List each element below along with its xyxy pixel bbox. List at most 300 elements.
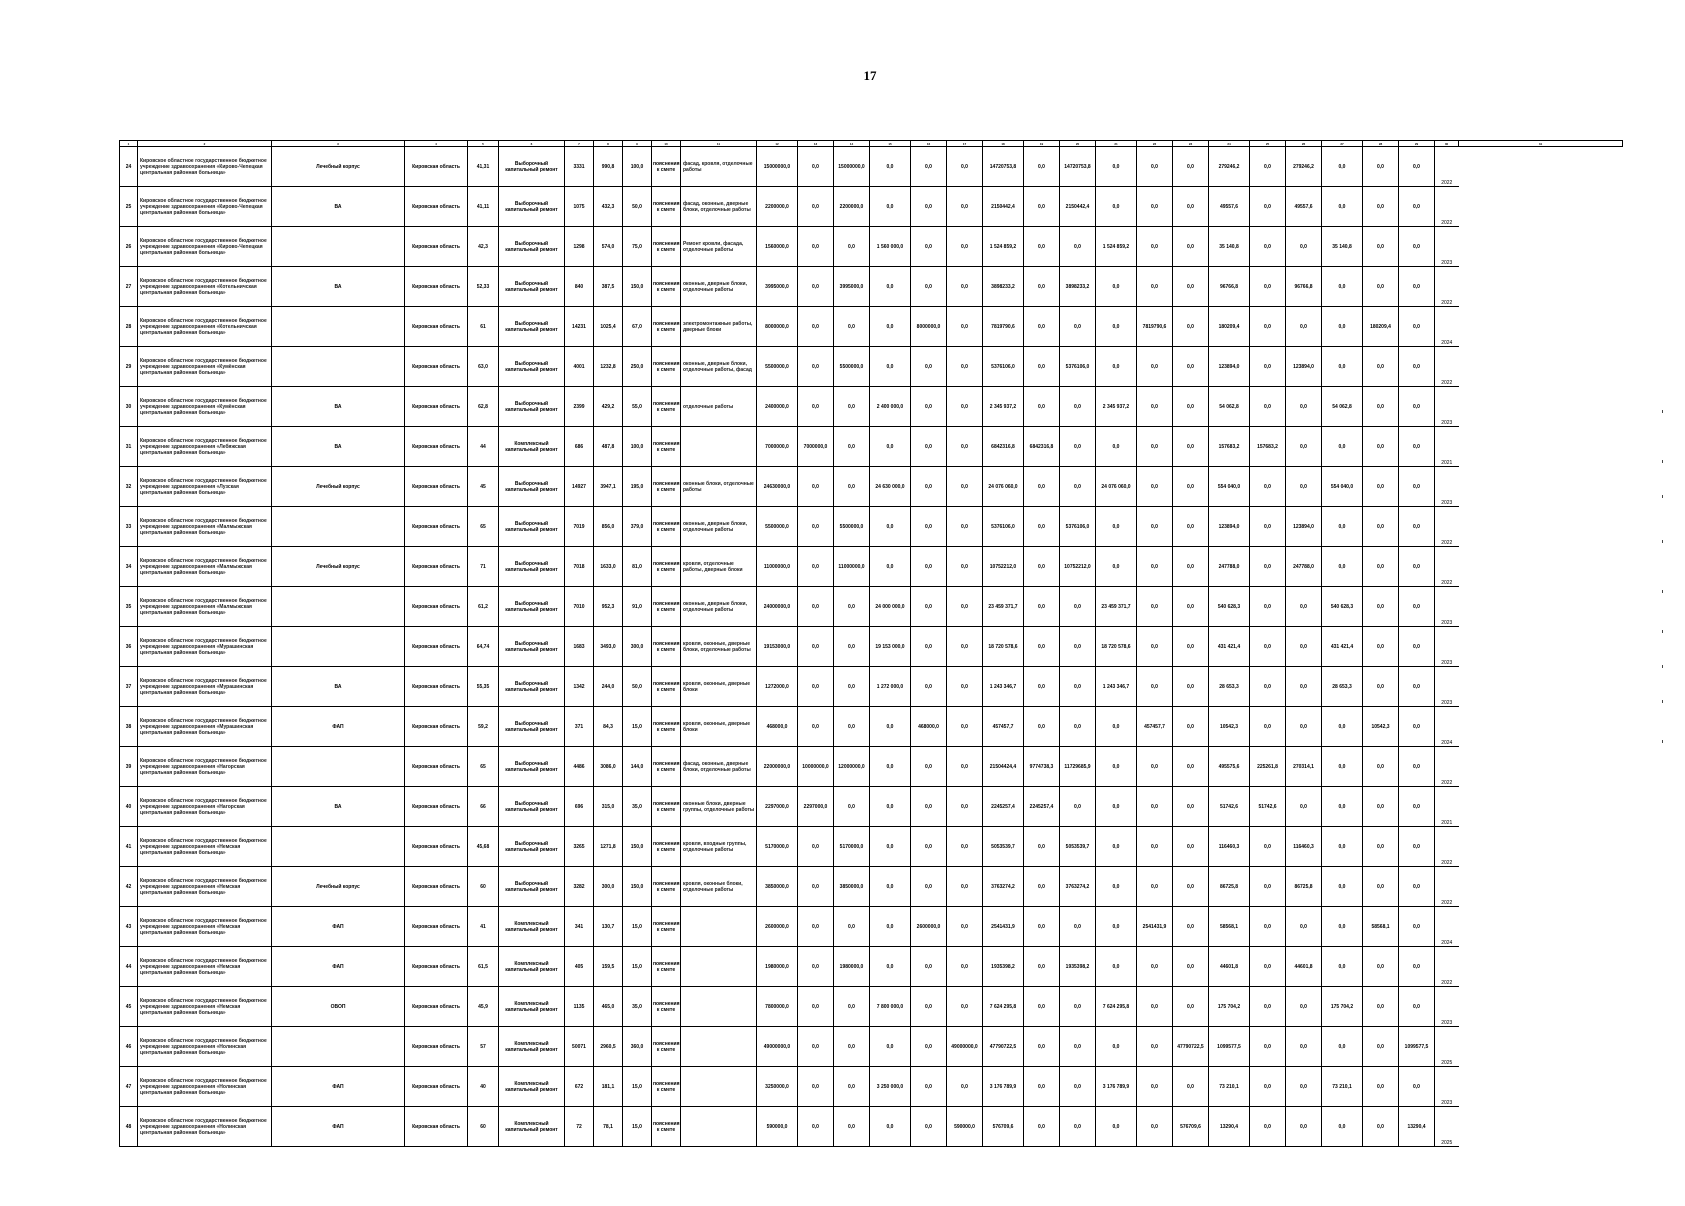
note-cell: пояснения к смете bbox=[652, 987, 681, 1027]
amount-cell: 0,0 bbox=[1250, 227, 1286, 267]
amount-cell: 0,0 bbox=[1096, 947, 1137, 987]
object-cell: ФАП bbox=[272, 707, 405, 747]
column-number: 15 bbox=[870, 141, 911, 147]
amount-cell: 0,0 bbox=[1363, 547, 1399, 587]
amount-cell: 279246,2 bbox=[1209, 147, 1250, 187]
row-number: 36 bbox=[120, 627, 138, 667]
amount-cell: 0,0 bbox=[834, 667, 870, 707]
amount-cell: 0,0 bbox=[1322, 747, 1363, 787]
value-cell: 14231 bbox=[565, 307, 594, 347]
amount-cell: 0,0 bbox=[1322, 707, 1363, 747]
amount-cell: 0,0 bbox=[1137, 267, 1173, 307]
amount-cell: 116460,3 bbox=[1209, 827, 1250, 867]
works-cell: кровля, оконные, дверные блоки bbox=[681, 707, 757, 747]
amount-cell: 1099577,5 bbox=[1399, 1027, 1435, 1067]
works-cell: кровля, входные группы, отделочные работы bbox=[681, 827, 757, 867]
column-number: 24 bbox=[1209, 141, 1250, 147]
value-cell: 50071 bbox=[565, 1027, 594, 1067]
amount-cell: 0,0 bbox=[1399, 467, 1435, 507]
object-cell: Лечебный корпус bbox=[272, 467, 405, 507]
amount-cell: 28 653,3 bbox=[1209, 667, 1250, 707]
row-number: 47 bbox=[120, 1067, 138, 1107]
amount-cell: 0,0 bbox=[1137, 867, 1173, 907]
works-cell: оконные, дверные блоки, отделочные работы bbox=[681, 267, 757, 307]
amount-cell: 0,0 bbox=[1322, 1027, 1363, 1067]
amount-cell: 0,0 bbox=[1250, 907, 1286, 947]
amount-cell: 2600000,0 bbox=[757, 907, 798, 947]
column-number: 11 bbox=[681, 141, 757, 147]
amount-cell: 0,0 bbox=[1363, 867, 1399, 907]
repair-type-cell: Комплексный капитальный ремонт bbox=[499, 1107, 565, 1147]
address-cell: Кировская область bbox=[405, 187, 468, 227]
value-cell: 250,0 bbox=[623, 347, 652, 387]
amount-cell: 23 459 371,7 bbox=[1096, 587, 1137, 627]
amount-cell: 0,0 bbox=[1250, 1107, 1286, 1147]
amount-cell: 0,0 bbox=[1399, 747, 1435, 787]
amount-cell: 0,0 bbox=[1399, 507, 1435, 547]
amount-cell: 2541431,9 bbox=[1137, 907, 1173, 947]
amount-cell: 0,0 bbox=[1363, 1067, 1399, 1107]
amount-cell: 0,0 bbox=[1286, 307, 1322, 347]
amount-cell: 0,0 bbox=[947, 427, 983, 467]
address-cell: Кировская область bbox=[405, 507, 468, 547]
value-cell: 840 bbox=[565, 267, 594, 307]
amount-cell: 0,0 bbox=[1363, 387, 1399, 427]
value-cell: 341 bbox=[565, 907, 594, 947]
note-cell: пояснения к смете bbox=[652, 147, 681, 187]
row-number: 45 bbox=[120, 987, 138, 1027]
object-cell: Лечебный корпус bbox=[272, 867, 405, 907]
amount-cell: 0,0 bbox=[834, 907, 870, 947]
year-cell: 2022 bbox=[1435, 147, 1459, 187]
value-cell: 1298 bbox=[565, 227, 594, 267]
value-cell: 990,8 bbox=[594, 147, 623, 187]
row-number: 42 bbox=[120, 867, 138, 907]
year-cell: 2022 bbox=[1435, 507, 1459, 547]
amount-cell: 23 459 371,7 bbox=[983, 587, 1024, 627]
repair-type-cell: Выборочный капитальный ремонт bbox=[499, 347, 565, 387]
amount-cell: 2 400 000,0 bbox=[870, 387, 911, 427]
table-row bbox=[120, 507, 1623, 547]
amount-cell: 0,0 bbox=[798, 147, 834, 187]
amount-cell: 35 140,8 bbox=[1322, 227, 1363, 267]
value-cell: 15,0 bbox=[623, 947, 652, 987]
amount-cell: 0,0 bbox=[1173, 587, 1209, 627]
amount-cell: 0,0 bbox=[911, 1027, 947, 1067]
amount-cell: 0,0 bbox=[1363, 1027, 1399, 1067]
amount-cell: 5376106,0 bbox=[983, 347, 1024, 387]
amount-cell: 0,0 bbox=[834, 587, 870, 627]
amount-cell: 0,0 bbox=[911, 867, 947, 907]
value-cell: 62,8 bbox=[468, 387, 499, 427]
value-cell: 405 bbox=[565, 947, 594, 987]
amount-cell: 0,0 bbox=[947, 827, 983, 867]
amount-cell: 49000000,0 bbox=[757, 1027, 798, 1067]
amount-cell: 0,0 bbox=[834, 227, 870, 267]
column-number: 31 bbox=[1459, 141, 1623, 147]
row-number: 40 bbox=[120, 787, 138, 827]
amount-cell: 0,0 bbox=[798, 1107, 834, 1147]
repair-type-cell: Выборочный капитальный ремонт bbox=[499, 507, 565, 547]
amount-cell: 0,0 bbox=[911, 227, 947, 267]
amount-cell: 0,0 bbox=[1399, 347, 1435, 387]
amount-cell: 14720753,8 bbox=[983, 147, 1024, 187]
value-cell: 7019 bbox=[565, 507, 594, 547]
value-cell: 3086,0 bbox=[594, 747, 623, 787]
amount-cell: 0,0 bbox=[1096, 347, 1137, 387]
amount-cell: 0,0 bbox=[1286, 987, 1322, 1027]
institution-cell: Кировское областное государственное бюджетное учреждение здравоохранения «Котельничская центральная районная больница» bbox=[138, 307, 272, 347]
amount-cell: 0,0 bbox=[1173, 307, 1209, 347]
value-cell: 55,0 bbox=[623, 387, 652, 427]
amount-cell: 2150442,4 bbox=[1060, 187, 1096, 227]
amount-cell: 0,0 bbox=[1173, 347, 1209, 387]
value-cell: 1025,4 bbox=[594, 307, 623, 347]
works-cell bbox=[681, 1027, 757, 1067]
works-cell bbox=[681, 987, 757, 1027]
amount-cell: 0,0 bbox=[1024, 187, 1060, 227]
column-number: 16 bbox=[911, 141, 947, 147]
amount-cell: 0,0 bbox=[1173, 667, 1209, 707]
amount-cell: 0,0 bbox=[1024, 827, 1060, 867]
amount-cell: 3995000,0 bbox=[757, 267, 798, 307]
amount-cell: 540 628,3 bbox=[1322, 587, 1363, 627]
address-cell: Кировская область bbox=[405, 1067, 468, 1107]
table-row bbox=[120, 347, 1623, 387]
amount-cell: 0,0 bbox=[1322, 427, 1363, 467]
value-cell: 465,0 bbox=[594, 987, 623, 1027]
year-cell: 2023 bbox=[1435, 227, 1459, 267]
value-cell: 61 bbox=[468, 307, 499, 347]
year-cell: 2024 bbox=[1435, 707, 1459, 747]
amount-cell: 0,0 bbox=[1250, 147, 1286, 187]
table-row bbox=[120, 867, 1623, 907]
column-number: 10 bbox=[652, 141, 681, 147]
column-number: 1 bbox=[120, 141, 138, 147]
amount-cell: 18 720 578,6 bbox=[983, 627, 1024, 667]
amount-cell: 0,0 bbox=[911, 347, 947, 387]
amount-cell: 0,0 bbox=[1250, 507, 1286, 547]
amount-cell: 0,0 bbox=[1137, 547, 1173, 587]
amount-cell: 0,0 bbox=[870, 1027, 911, 1067]
amount-cell: 2400000,0 bbox=[757, 387, 798, 427]
amount-cell: 0,0 bbox=[798, 227, 834, 267]
amount-cell: 0,0 bbox=[1399, 187, 1435, 227]
institution-cell: Кировское областное государственное бюджетное учреждение здравоохранения «Кирово-Чепецкая центральная районная больница» bbox=[138, 147, 272, 187]
amount-cell: 0,0 bbox=[1137, 1067, 1173, 1107]
column-number: 6 bbox=[499, 141, 565, 147]
amount-cell: 0,0 bbox=[1096, 747, 1137, 787]
column-number: 8 bbox=[594, 141, 623, 147]
amount-cell: 0,0 bbox=[1286, 227, 1322, 267]
value-cell: 78,1 bbox=[594, 1107, 623, 1147]
year-cell: 2022 bbox=[1435, 867, 1459, 907]
amount-cell: 51742,6 bbox=[1209, 787, 1250, 827]
amount-cell: 0,0 bbox=[1322, 867, 1363, 907]
amount-cell: 3 176 789,9 bbox=[1096, 1067, 1137, 1107]
amount-cell: 9774738,3 bbox=[1024, 747, 1060, 787]
repair-type-cell: Выборочный капитальный ремонт bbox=[499, 587, 565, 627]
amount-cell: 0,0 bbox=[1363, 947, 1399, 987]
amount-cell: 554 040,0 bbox=[1322, 467, 1363, 507]
amount-cell: 495575,6 bbox=[1209, 747, 1250, 787]
note-cell: пояснения к смете bbox=[652, 1067, 681, 1107]
amount-cell: 0,0 bbox=[1250, 547, 1286, 587]
amount-cell: 0,0 bbox=[1322, 947, 1363, 987]
amount-cell: 10752212,0 bbox=[1060, 547, 1096, 587]
institution-cell: Кировское областное государственное бюджетное учреждение здравоохранения «Малмыжская центральная районная больница» bbox=[138, 547, 272, 587]
amount-cell: 5376106,0 bbox=[983, 507, 1024, 547]
amount-cell: 180209,4 bbox=[1363, 307, 1399, 347]
amount-cell: 0,0 bbox=[798, 547, 834, 587]
value-cell: 50,0 bbox=[623, 667, 652, 707]
object-cell bbox=[272, 587, 405, 627]
address-cell: Кировская область bbox=[405, 427, 468, 467]
amount-cell: 0,0 bbox=[1322, 307, 1363, 347]
row-number: 24 bbox=[120, 147, 138, 187]
institution-cell: Кировское областное государственное бюджетное учреждение здравоохранения «Нагорская центральная районная больница» bbox=[138, 787, 272, 827]
amount-cell: 1272000,0 bbox=[757, 667, 798, 707]
value-cell: 856,0 bbox=[594, 507, 623, 547]
amount-cell: 0,0 bbox=[1096, 707, 1137, 747]
amount-cell: 0,0 bbox=[1250, 947, 1286, 987]
repair-type-cell: Комплексный капитальный ремонт bbox=[499, 427, 565, 467]
amount-cell: 0,0 bbox=[1399, 547, 1435, 587]
amount-cell: 5376106,0 bbox=[1060, 347, 1096, 387]
value-cell: 3947,1 bbox=[594, 467, 623, 507]
amount-cell: 5053539,7 bbox=[983, 827, 1024, 867]
value-cell: 387,5 bbox=[594, 267, 623, 307]
amount-cell: 7 624 295,8 bbox=[983, 987, 1024, 1027]
object-cell bbox=[272, 307, 405, 347]
note-cell: пояснения к смете bbox=[652, 347, 681, 387]
amount-cell: 0,0 bbox=[798, 587, 834, 627]
amount-cell: 0,0 bbox=[1024, 147, 1060, 187]
object-cell: ФАП bbox=[272, 947, 405, 987]
amount-cell: 0,0 bbox=[1363, 267, 1399, 307]
amount-cell: 0,0 bbox=[911, 547, 947, 587]
amount-cell: 468000,0 bbox=[911, 707, 947, 747]
column-number: 28 bbox=[1363, 141, 1399, 147]
row-number: 26 bbox=[120, 227, 138, 267]
amount-cell: 3763274,2 bbox=[983, 867, 1024, 907]
amount-cell: 24 000 000,0 bbox=[870, 587, 911, 627]
amount-cell: 0,0 bbox=[1096, 867, 1137, 907]
amount-cell: 0,0 bbox=[1250, 987, 1286, 1027]
table-row bbox=[120, 427, 1623, 467]
amount-cell: 0,0 bbox=[911, 467, 947, 507]
amount-cell: 0,0 bbox=[1399, 227, 1435, 267]
institution-cell: Кировское областное государственное бюджетное учреждение здравоохранения «Лебяжская центральная районная больница» bbox=[138, 427, 272, 467]
column-number: 22 bbox=[1137, 141, 1173, 147]
amount-cell: 0,0 bbox=[1137, 347, 1173, 387]
institution-cell: Кировское областное государственное бюджетное учреждение здравоохранения «Мурашинская центральная районная больница» bbox=[138, 707, 272, 747]
address-cell: Кировская область bbox=[405, 627, 468, 667]
amount-cell: 0,0 bbox=[1024, 267, 1060, 307]
amount-cell: 0,0 bbox=[1286, 667, 1322, 707]
value-cell: 41,11 bbox=[468, 187, 499, 227]
amount-cell: 0,0 bbox=[911, 187, 947, 227]
amount-cell: 0,0 bbox=[870, 907, 911, 947]
amount-cell: 0,0 bbox=[1024, 987, 1060, 1027]
repair-type-cell: Выборочный капитальный ремонт bbox=[499, 147, 565, 187]
table-row bbox=[120, 467, 1623, 507]
note-cell: пояснения к смете bbox=[652, 747, 681, 787]
amount-cell: 6842316,8 bbox=[1024, 427, 1060, 467]
repair-type-cell: Выборочный капитальный ремонт bbox=[499, 867, 565, 907]
amount-cell: 0,0 bbox=[1024, 707, 1060, 747]
amount-cell: 123894,0 bbox=[1209, 347, 1250, 387]
amount-cell: 0,0 bbox=[1399, 827, 1435, 867]
year-cell: 2024 bbox=[1435, 307, 1459, 347]
repair-type-cell: Выборочный капитальный ремонт bbox=[499, 787, 565, 827]
value-cell: 150,0 bbox=[623, 827, 652, 867]
amount-cell: 0,0 bbox=[798, 1067, 834, 1107]
amount-cell: 0,0 bbox=[834, 1067, 870, 1107]
amount-cell: 0,0 bbox=[1024, 547, 1060, 587]
repair-type-cell: Комплексный капитальный ремонт bbox=[499, 1027, 565, 1067]
row-number: 29 bbox=[120, 347, 138, 387]
row-number: 37 bbox=[120, 667, 138, 707]
amount-cell: 1 243 346,7 bbox=[983, 667, 1024, 707]
table-row bbox=[120, 747, 1623, 787]
amount-cell: 5500000,0 bbox=[757, 347, 798, 387]
amount-cell: 554 040,0 bbox=[1209, 467, 1250, 507]
amount-cell: 0,0 bbox=[834, 787, 870, 827]
amount-cell: 0,0 bbox=[870, 507, 911, 547]
amount-cell: 0,0 bbox=[1096, 307, 1137, 347]
value-cell: 41,31 bbox=[468, 147, 499, 187]
address-cell: Кировская область bbox=[405, 747, 468, 787]
amount-cell: 0,0 bbox=[1024, 587, 1060, 627]
value-cell: 686 bbox=[565, 427, 594, 467]
value-cell: 300,0 bbox=[623, 627, 652, 667]
amount-cell: 0,0 bbox=[1024, 307, 1060, 347]
table-row bbox=[120, 907, 1623, 947]
amount-cell: 0,0 bbox=[947, 667, 983, 707]
amount-cell: 0,0 bbox=[1173, 987, 1209, 1027]
amount-cell: 18 720 578,6 bbox=[1096, 627, 1137, 667]
repair-program-table bbox=[119, 140, 1623, 1206]
amount-cell: 1 243 346,7 bbox=[1096, 667, 1137, 707]
address-cell: Кировская область bbox=[405, 227, 468, 267]
amount-cell: 0,0 bbox=[1096, 787, 1137, 827]
repair-type-cell: Комплексный капитальный ремонт bbox=[499, 907, 565, 947]
repair-type-cell: Выборочный капитальный ремонт bbox=[499, 387, 565, 427]
amount-cell: 175 704,2 bbox=[1209, 987, 1250, 1027]
institution-cell: Кировское областное государственное бюджетное учреждение здравоохранения «Немская центральная районная больница» bbox=[138, 867, 272, 907]
repair-type-cell: Комплексный капитальный ремонт bbox=[499, 987, 565, 1027]
column-number: 29 bbox=[1399, 141, 1435, 147]
amount-cell: 19153000,0 bbox=[757, 627, 798, 667]
amount-cell: 0,0 bbox=[1399, 587, 1435, 627]
amount-cell: 0,0 bbox=[1173, 267, 1209, 307]
amount-cell: 0,0 bbox=[1173, 427, 1209, 467]
amount-cell: 0,0 bbox=[1024, 1027, 1060, 1067]
address-cell: Кировская область bbox=[405, 1027, 468, 1067]
note-cell: пояснения к смете bbox=[652, 667, 681, 707]
value-cell: 432,3 bbox=[594, 187, 623, 227]
amount-cell: 0,0 bbox=[1173, 947, 1209, 987]
value-cell: 150,0 bbox=[623, 867, 652, 907]
amount-cell: 0,0 bbox=[1286, 1107, 1322, 1147]
amount-cell: 0,0 bbox=[911, 587, 947, 627]
amount-cell: 0,0 bbox=[798, 1027, 834, 1067]
amount-cell: 0,0 bbox=[1399, 947, 1435, 987]
amount-cell: 73 210,1 bbox=[1209, 1067, 1250, 1107]
value-cell: 952,3 bbox=[594, 587, 623, 627]
address-cell: Кировская область bbox=[405, 307, 468, 347]
amount-cell: 96766,8 bbox=[1286, 267, 1322, 307]
amount-cell: 0,0 bbox=[1399, 627, 1435, 667]
repair-type-cell: Выборочный капитальный ремонт bbox=[499, 547, 565, 587]
amount-cell: 5500000,0 bbox=[834, 507, 870, 547]
amount-cell: 0,0 bbox=[1250, 387, 1286, 427]
row-number: 27 bbox=[120, 267, 138, 307]
amount-cell: 0,0 bbox=[1399, 1067, 1435, 1107]
value-cell: 1075 bbox=[565, 187, 594, 227]
value-cell: 45,68 bbox=[468, 827, 499, 867]
value-cell: 63,0 bbox=[468, 347, 499, 387]
row-number: 39 bbox=[120, 747, 138, 787]
works-cell: отделочные работы bbox=[681, 387, 757, 427]
value-cell: 15,0 bbox=[623, 707, 652, 747]
amount-cell: 0,0 bbox=[947, 1067, 983, 1107]
address-cell: Кировская область bbox=[405, 547, 468, 587]
amount-cell: 457457,7 bbox=[983, 707, 1024, 747]
amount-cell: 0,0 bbox=[870, 307, 911, 347]
address-cell: Кировская область bbox=[405, 587, 468, 627]
amount-cell: 0,0 bbox=[1399, 707, 1435, 747]
works-cell: кровля, оконные блоки, отделочные работы bbox=[681, 867, 757, 907]
amount-cell: 11729685,9 bbox=[1060, 747, 1096, 787]
amount-cell: 49557,6 bbox=[1286, 187, 1322, 227]
amount-cell: 24 076 060,0 bbox=[1096, 467, 1137, 507]
amount-cell: 7800000,0 bbox=[757, 987, 798, 1027]
amount-cell: 0,0 bbox=[834, 467, 870, 507]
table-row bbox=[120, 1027, 1623, 1067]
amount-cell: 0,0 bbox=[1250, 1027, 1286, 1067]
amount-cell: 0,0 bbox=[1363, 987, 1399, 1027]
amount-cell: 0,0 bbox=[1173, 627, 1209, 667]
amount-cell: 0,0 bbox=[1137, 1107, 1173, 1147]
column-number: 14 bbox=[834, 141, 870, 147]
value-cell: 72 bbox=[565, 1107, 594, 1147]
value-cell: 15,0 bbox=[623, 1067, 652, 1107]
amount-cell: 0,0 bbox=[1060, 427, 1096, 467]
amount-cell: 0,0 bbox=[1173, 787, 1209, 827]
row-number: 33 bbox=[120, 507, 138, 547]
amount-cell: 180209,4 bbox=[1209, 307, 1250, 347]
institution-cell: Кировское областное государственное бюджетное учреждение здравоохранения «Кумёнская центральная районная больница» bbox=[138, 347, 272, 387]
amount-cell: 24000000,0 bbox=[757, 587, 798, 627]
amount-cell: 0,0 bbox=[947, 307, 983, 347]
object-cell: ФАП bbox=[272, 1067, 405, 1107]
amount-cell: 15000000,0 bbox=[834, 147, 870, 187]
value-cell: 52,33 bbox=[468, 267, 499, 307]
works-cell bbox=[681, 907, 757, 947]
amount-cell: 0,0 bbox=[1024, 507, 1060, 547]
value-cell: 64,74 bbox=[468, 627, 499, 667]
amount-cell: 0,0 bbox=[870, 747, 911, 787]
column-number: 26 bbox=[1286, 141, 1322, 147]
amount-cell: 0,0 bbox=[1322, 187, 1363, 227]
row-number: 32 bbox=[120, 467, 138, 507]
amount-cell: 0,0 bbox=[870, 827, 911, 867]
value-cell: 35,0 bbox=[623, 787, 652, 827]
amount-cell: 0,0 bbox=[1173, 507, 1209, 547]
column-number: 12 bbox=[757, 141, 798, 147]
